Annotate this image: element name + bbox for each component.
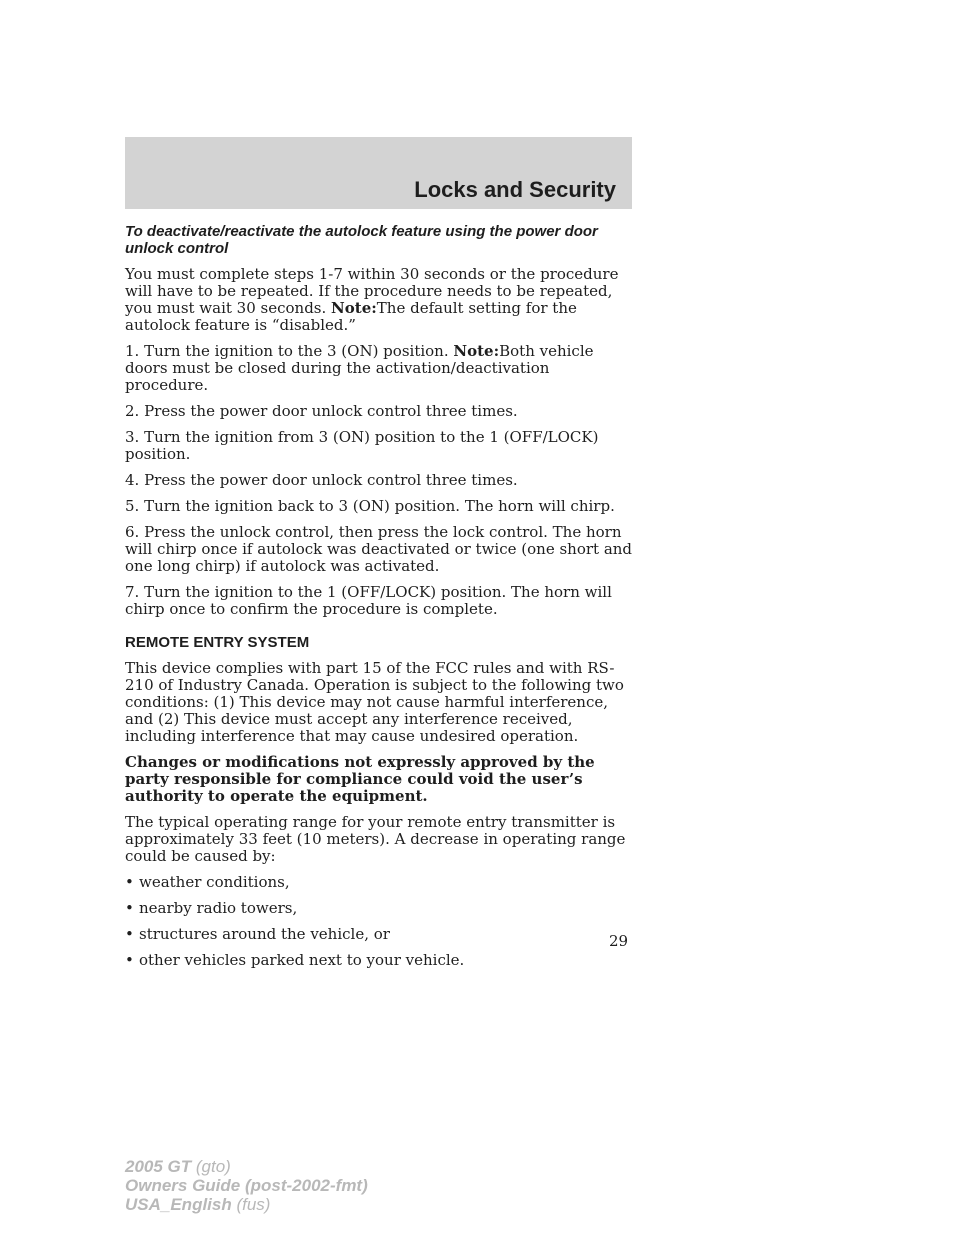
list-item: [125, 926, 635, 943]
list-item: [125, 952, 635, 969]
footer-line-model: 2005 GT (gto): [125, 1157, 231, 1176]
autolock-intro-note: The default setting for the autolock feature is “disabled.”: [125, 299, 577, 334]
list-item: [125, 900, 635, 917]
list-item: [125, 874, 635, 891]
fcc-compliance-paragraph: This device complies with part 15 of the FCC rules and with RS-210 of Industry Canada. Operation is subject to the following two conditions: (1) This device may not cause harmful interference, and (2) This device must accept any interference received, including interference that may cause undesired operation.: [125, 659, 624, 745]
autolock-intro-text: You must complete steps 1-7 within 30 seconds or the procedure will have to be repeated. If the procedure needs to be repeated, you must wait 30 seconds.: [125, 265, 619, 317]
bullet-icon: •: [125, 951, 134, 969]
bullet-icon: •: [125, 899, 134, 917]
step-1-text: 1. Turn the ignition to the 3 (ON) position.: [125, 342, 454, 360]
autolock-intro: [125, 266, 635, 334]
range-causes-list: [125, 874, 635, 969]
step-5: 5. Turn the ignition back to 3 (ON) position. The horn will chirp.: [125, 497, 615, 515]
list-item-text: nearby radio towers,: [139, 899, 298, 917]
footer-line-language: USA_English (fus): [125, 1195, 271, 1214]
section-header-band: [125, 137, 632, 209]
operating-range-paragraph: The typical operating range for your remote entry transmitter is approximately 33 feet (10 meters). A decrease in operating range could be caused by:: [125, 813, 626, 865]
step-4: 4. Press the power door unlock control three times.: [125, 471, 518, 489]
autolock-subheading-line1: To deactivate/reactivate the autolock feature using the power door: [125, 223, 598, 240]
step-6: 6. Press the unlock control, then press the lock control. The horn will chirp once if autolock was deactivated or twice (one short and one long chirp) if autolock was activated.: [125, 523, 633, 575]
list-item-text: weather conditions,: [139, 873, 290, 891]
note-label: Note:: [331, 299, 377, 317]
step-1-note: Both vehicle doors must be closed during the activation/deactivation procedure.: [125, 342, 594, 394]
step-2: 2. Press the power door unlock control three times.: [125, 402, 518, 420]
page-number: 29: [609, 932, 629, 950]
document-footer: [125, 1157, 368, 1214]
remote-entry-heading: REMOTE ENTRY SYSTEM: [125, 634, 310, 651]
bullet-icon: •: [125, 925, 134, 943]
step-3: 3. Turn the ignition from 3 (ON) position to the 1 (OFF/LOCK) position.: [125, 428, 599, 463]
footer-line-guide: Owners Guide (post-2002-fmt): [125, 1176, 368, 1195]
autolock-subheading: [125, 223, 635, 257]
step-1: [125, 343, 635, 394]
page-content: [125, 223, 635, 978]
bullet-icon: •: [125, 873, 134, 891]
autolock-subheading-line2: unlock control: [125, 240, 229, 257]
step-7: 7. Turn the ignition to the 1 (OFF/LOCK) position. The horn will chirp once to confirm the procedure is complete.: [125, 583, 612, 618]
section-title: Locks and Security: [414, 177, 616, 202]
note-label: Note:: [453, 342, 500, 360]
list-item-text: structures around the vehicle, or: [139, 925, 390, 943]
modification-warning: Changes or modifications not expressly approved by the party responsible for compliance could void the user’s authority to operate the equipment.: [125, 753, 595, 805]
list-item-text: other vehicles parked next to your vehicle.: [139, 951, 465, 969]
